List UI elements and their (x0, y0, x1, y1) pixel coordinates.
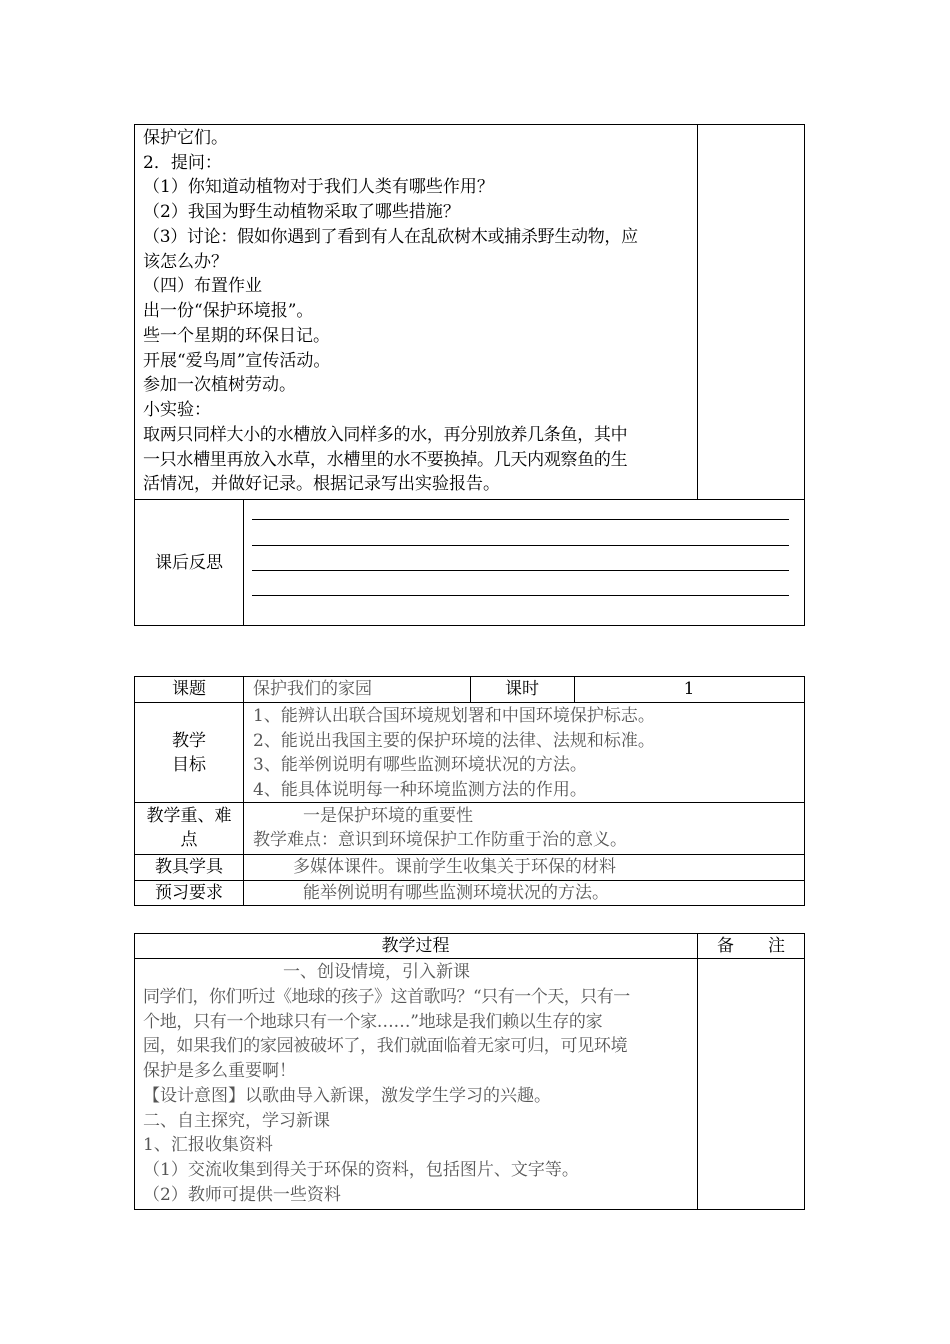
text-line: （2）教师可提供一些资料 (143, 1185, 341, 1205)
goal-item: 2、能说出我国主要的保护环境的法律、法规和标准。 (253, 731, 655, 751)
key-points-label-line: 点 (180, 830, 198, 850)
text-line: 一、创设情境，引入新课 (283, 962, 470, 982)
text-line: 二、自主探究，学习新课 (143, 1111, 330, 1131)
text-line: 取两只同样大小的水槽放入同样多的水，再分别放养几条鱼，其中 (143, 425, 628, 445)
goal-item: 4、能具体说明每一种环境监测方法的作用。 (253, 780, 587, 800)
notes-header: 备 注 (717, 936, 785, 956)
period-value: 1 (683, 679, 695, 699)
topic-value: 保护我们的家园 (253, 679, 372, 699)
text-line: 保护是多么重要啊！ (143, 1061, 296, 1081)
tools-label: 教具学具 (155, 857, 223, 877)
period-label: 课时 (505, 679, 539, 699)
key-point-line: 教学难点：意识到环境保护工作防重于治的意义。 (253, 830, 627, 850)
text-line: 小实验： (143, 400, 211, 420)
text-line: 一只水槽里再放入水草，水槽里的水不要换掉。几天内观察鱼的生 (143, 450, 628, 470)
preview-value: 能举例说明有哪些监测环境状况的方法。 (303, 883, 609, 903)
text-line: 个地，只有一个地球只有一个家……”地球是我们赖以生存的家 (143, 1012, 603, 1032)
text-line: 2．提问： (143, 153, 222, 173)
key-point-line: 一是保护环境的重要性 (303, 806, 473, 826)
notes-column-divider (697, 124, 698, 500)
reflection-blank-line (252, 570, 789, 571)
process-header: 教学过程 (381, 936, 450, 956)
text-line: （四）布置作业 (143, 276, 262, 296)
key-points-label-line: 教学重、难 (146, 806, 232, 826)
text-line: 1、汇报收集资料 (143, 1135, 273, 1155)
reflection-blank-line (252, 545, 789, 546)
goals-label-line: 目标 (172, 755, 206, 775)
text-line: （2）我国为野生动植物采取了哪些措施？ (143, 202, 460, 222)
goal-item: 1、能辨认出联合国环境规划署和中国环境保护标志。 (253, 706, 655, 726)
text-line: 开展“爱鸟周”宣传活动。 (143, 351, 331, 371)
reflection-blank-line (252, 519, 789, 520)
tools-value: 多媒体课件。课前学生收集关于环保的材料 (293, 857, 616, 877)
reflection-row-divider (134, 499, 805, 500)
text-line: （1）交流收集到得关于环保的资料，包括图片、文字等。 (143, 1160, 579, 1180)
text-line: （3）讨论：假如你遇到了看到有人在乱砍树木或捕杀野生动物，应 (143, 227, 638, 247)
text-line: 出一份“保护环境报”。 (143, 301, 314, 321)
notes-column-divider (697, 933, 698, 1210)
text-line: （1）你知道动植物对于我们人类有哪些作用？ (143, 177, 494, 197)
text-line: 保护它们。 (143, 128, 228, 148)
row-divider (134, 802, 805, 803)
text-line: 同学们，你们听过《地球的孩子》这首歌吗？“只有一个天，只有一 (143, 987, 630, 1007)
header-row-divider (134, 958, 805, 959)
reflection-label: 课后反思 (155, 553, 223, 573)
preview-label: 预习要求 (155, 883, 223, 903)
topic-label: 课题 (172, 679, 206, 699)
text-line: 【设计意图】以歌曲导入新课，激发学生学习的兴趣。 (143, 1086, 551, 1106)
goal-item: 3、能举例说明有哪些监测环境状况的方法。 (253, 755, 587, 775)
text-line: 活情况，并做好记录。根据记录写出实验报告。 (143, 474, 500, 494)
text-line: 参加一次植树劳动。 (143, 375, 296, 395)
text-line: 些一个星期的环保日记。 (143, 326, 330, 346)
text-line: 园，如果我们的家园被破坏了，我们就面临着无家可归，可见环境 (143, 1036, 628, 1056)
reflection-blank-line (252, 595, 789, 596)
row-divider (134, 702, 805, 703)
text-line: 该怎么办？ (143, 252, 228, 272)
goals-label-line: 教学 (172, 731, 206, 751)
